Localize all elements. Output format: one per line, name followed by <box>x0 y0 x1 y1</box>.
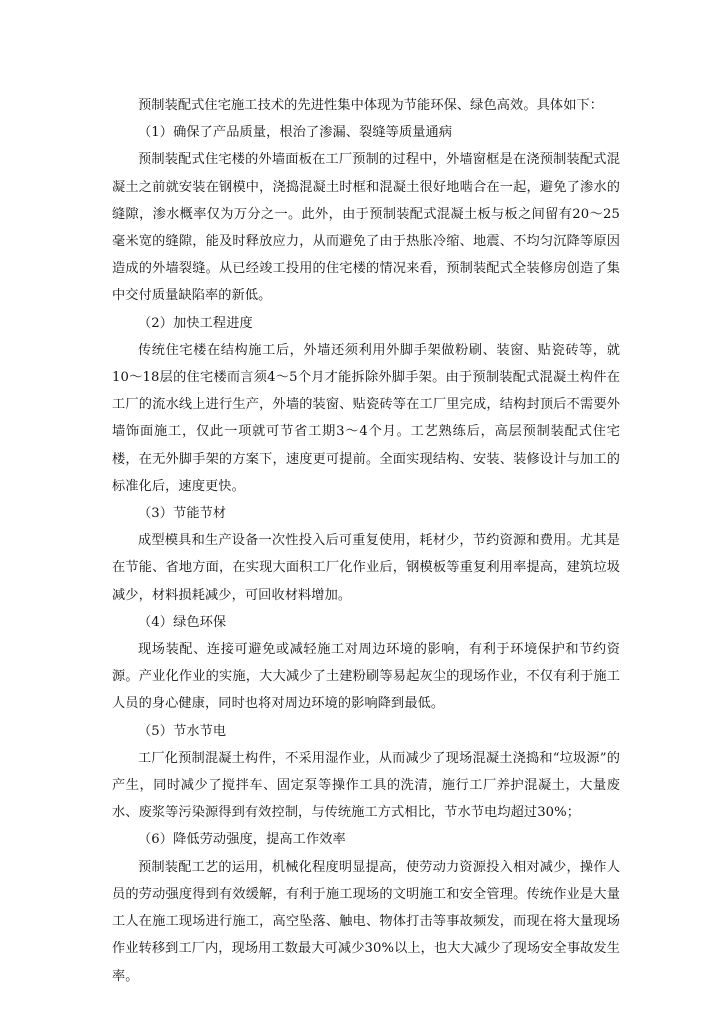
section-heading-energy-material: （3）节能节材 <box>138 506 227 522</box>
section-body-labor-efficiency: 预制装配工艺的运用，机械化程度明显提高，使劳动力资源投入相对减少，操作人员的劳动强度得到有效缓解，有利于施工现场的文明施工和安全管理。传统作业是大量工人在施工现场进行施工，高空坠落、触电、物体打击等事故频发，而现在将大量现场作业转移到工厂内，现场用工数最大可减少30%以上，也大大减少了现场安全事故发生率。 <box>112 859 620 984</box>
section-body-green: 现场装配、连接可避免或减轻施工对周边环境的影响，有利于环境保护和节约资源。产业化作业的实施，大大减少了土建粉刷等易起灰尘的现场作业，不仅有利于施工人员的身心健康，同时也将对周边环境的影响降到最低。 <box>112 642 620 712</box>
section-body-progress: 传统住宅楼在结构施工后，外墙还须利用外脚手架做粉刷、装窗、贴瓷砖等，就 10～18层的住宅楼而言须4～5个月才能拆除外脚手架。由于预制装配式混凝土构件在工厂的流水线上进行生产，外墙的装窗、贴瓷砖等在工厂里完成，结构封顶后不需要外墙饰面施工，仅此一项就可节省工期3～4个月。工艺熟练后，高层预制装配式住宅楼，在无外脚手架的方案下，速度更可提前。全面实现结构、安装、装修设计与加工的标准化后，速度更快。 <box>112 342 620 494</box>
intro-paragraph: 预制装配式住宅施工技术的先进性集中体现为节能环保、绿色高效。具体如下： <box>138 98 604 113</box>
section-heading-green: （4）绿色环保 <box>138 614 227 630</box>
section-body-water-power: 工厂化预制混凝土构件，不采用湿作业，从而减少了现场混凝土浇捣和“垃圾源”的产生，同时减少了搅拌车、固定泵等操作工具的洗清，施行工厂养护混凝土，大量废水、废浆等污染源得到有效控制，与传统施工方式相比，节水节电均超过30%； <box>112 750 620 821</box>
section-heading-progress: （2）加快工程进度 <box>138 315 253 331</box>
section-heading-water-power: （5）节水节电 <box>138 723 227 739</box>
document-body <box>112 92 620 990</box>
section-heading-labor-efficiency: （6）降低劳动强度，提高工作效率 <box>138 832 346 848</box>
section-body-energy-material: 成型模具和生产设备一次性投入后可重复使用，耗材少，节约资源和费用。尤其是在节能、省地方面，在实现大面积工厂化作业后，钢模板等重复利用率提高，建筑垃圾减少，材料损耗减少，可回收材料增加。 <box>112 533 620 603</box>
section-heading-quality: （1）确保了产品质量，根治了渗漏、裂缝等质量通病 <box>138 125 453 141</box>
section-body-quality: 预制装配式住宅楼的外墙面板在工厂预制的过程中，外墙窗框是在浇预制装配式混凝土之前就安装在钢模中，浇捣混凝土时框和混凝土很好地啮合在一起，避免了渗水的缝隙，渗水概率仅为万分之一。此外，由于预制装配式混凝土板与板之间留有20～25毫米宽的缝隙，能及时释放应力，从而避免了由于热胀冷缩、地震、不均匀沉降等原因造成的外墙裂缝。从已经竣工投用的住宅楼的情况来看，预制装配式全装修房创造了集中交付质量缺陷率的新低。 <box>112 152 620 304</box>
